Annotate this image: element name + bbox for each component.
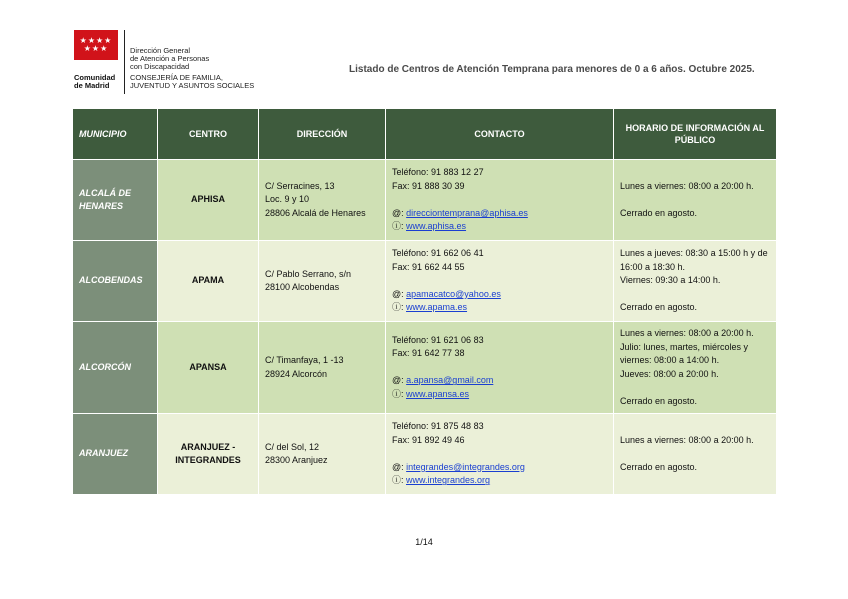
schedule-line: Jueves: 08:00 a 20:00 h.	[620, 368, 719, 379]
email-line	[392, 461, 607, 475]
horario-cell	[614, 322, 777, 414]
logo-text-line: de Madrid	[74, 81, 110, 90]
stars-icon: ★★★★ ★★★	[79, 36, 113, 53]
direccion-cell	[259, 414, 386, 495]
email-link[interactable]: direcciontemprana@aphisa.es	[406, 207, 528, 218]
email-icon: @:	[392, 461, 407, 472]
phone-text: Teléfono: 91 875 48 83	[392, 421, 484, 432]
dept-line: de Atención a Personas	[130, 54, 210, 63]
column-header-municipio: MUNICIPIO	[73, 109, 158, 160]
fax-text: Fax: 91 892 49 46	[392, 434, 465, 445]
centro-cell: APANSA	[158, 322, 259, 414]
department-name	[130, 47, 254, 90]
municipio-cell: ALCOBENDAS	[73, 241, 158, 322]
contacto-cell	[386, 160, 614, 241]
direccion-cell	[259, 241, 386, 322]
fax-text: Fax: 91 888 30 39	[392, 180, 465, 191]
document-title: Listado de Centros de Atención Temprana para menores de 0 a 6 años. Octubre 2025.	[349, 64, 755, 75]
contacto-cell	[386, 322, 614, 414]
website-link[interactable]: www.aphisa.es	[406, 221, 467, 232]
consejeria-line: JUVENTUD Y ASUNTOS SOCIALES	[130, 81, 255, 90]
address-line: 28100 Alcobendas	[265, 282, 340, 292]
comunidad-de-madrid-logo	[74, 30, 120, 94]
table-row	[73, 160, 777, 241]
schedule-line: Lunes a jueves: 08:30 a 15:00 h y de 16:00 a 18:30 h.	[620, 248, 768, 272]
info-icon: ⓘ:	[392, 475, 407, 486]
column-header-centro: CENTRO	[158, 109, 259, 160]
centers-table	[72, 108, 777, 495]
email-link[interactable]: integrandes@integrandes.org	[406, 461, 525, 472]
table-header-row	[73, 109, 777, 160]
schedule-line: Viernes: 09:30 a 14:00 h.	[620, 275, 721, 286]
email-icon: @:	[392, 375, 407, 386]
page-header	[74, 30, 778, 96]
centro-cell: APHISA	[158, 160, 259, 241]
web-line	[392, 220, 607, 234]
column-header-contacto: CONTACTO	[386, 109, 614, 160]
schedule-line: Cerrado en agosto.	[620, 461, 698, 472]
madrid-flag-icon	[74, 30, 118, 60]
municipio-cell: ARANJUEZ	[73, 414, 158, 495]
email-icon: @:	[392, 207, 407, 218]
page-number: 1/14	[415, 537, 433, 547]
phone-text: Teléfono: 91 662 06 41	[392, 248, 484, 259]
schedule-line: Lunes a viernes: 08:00 a 20:00 h.	[620, 328, 754, 338]
centro-cell: ARANJUEZ - INTEGRANDES	[158, 414, 259, 495]
contacto-cell	[386, 414, 614, 495]
spacer	[620, 288, 770, 302]
email-line	[392, 374, 607, 388]
address-line: C/ Serracines, 13	[265, 180, 335, 191]
web-line	[392, 301, 607, 315]
logo-text-line: Comunidad	[74, 73, 116, 82]
phone-text: Teléfono: 91 883 12 27	[392, 167, 484, 178]
consejeria-name	[130, 74, 254, 90]
schedule-line: Lunes a viernes: 08:00 a 20:00 h.	[620, 180, 754, 191]
column-header-direccion: DIRECCIÓN	[259, 109, 386, 160]
email-icon: @:	[392, 288, 407, 299]
info-icon: ⓘ:	[392, 388, 407, 399]
schedule-line: Cerrado en agosto.	[620, 302, 698, 313]
website-link[interactable]: www.apama.es	[406, 302, 468, 313]
address-line: C/ Pablo Serrano, s/n	[265, 268, 352, 279]
dept-line: con Discapacidad	[130, 62, 190, 71]
consejeria-line: CONSEJERÍA DE FAMILIA,	[130, 73, 223, 82]
header-divider	[124, 30, 125, 94]
table-row	[73, 322, 777, 414]
municipio-cell: ALCORCÓN	[73, 322, 158, 414]
email-link[interactable]: a.apansa@gmail.com	[406, 375, 494, 386]
schedule-line: Julio: lunes, martes, miércoles y viernes: 08:00 a 14:00 h.	[620, 341, 749, 365]
web-line	[392, 388, 607, 402]
logo-text	[74, 74, 120, 90]
horario-cell	[614, 241, 777, 322]
spacer	[392, 361, 607, 375]
table-row	[73, 241, 777, 322]
spacer	[392, 274, 607, 288]
website-link[interactable]: www.integrandes.org	[406, 475, 491, 486]
spacer	[620, 381, 770, 395]
direccion-cell	[259, 160, 386, 241]
spacer	[620, 193, 770, 207]
schedule-line: Cerrado en agosto.	[620, 207, 698, 218]
column-header-horario: HORARIO DE INFORMACIÓN AL PÚBLICO	[614, 109, 777, 160]
phone-text: Teléfono: 91 621 06 83	[392, 334, 484, 345]
email-link[interactable]: apamacatco@yahoo.es	[406, 288, 501, 299]
email-line	[392, 288, 607, 302]
schedule-line: Cerrado en agosto.	[620, 395, 698, 406]
centro-cell: APAMA	[158, 241, 259, 322]
address-line: C/ del Sol, 12	[265, 441, 320, 452]
spacer	[392, 193, 607, 207]
address-line: 28924 Alcorcón	[265, 368, 328, 379]
address-line: Loc. 9 y 10	[265, 194, 310, 205]
info-icon: ⓘ:	[392, 221, 407, 232]
email-line	[392, 207, 607, 221]
fax-text: Fax: 91 642 77 38	[392, 348, 465, 359]
spacer	[392, 447, 607, 461]
address-line: C/ Timanfaya, 1 -13	[265, 355, 344, 365]
horario-cell	[614, 414, 777, 495]
table-row	[73, 414, 777, 495]
spacer	[620, 447, 770, 461]
address-line: 28806 Alcalá de Henares	[265, 207, 366, 218]
direccion-cell	[259, 322, 386, 414]
contacto-cell	[386, 241, 614, 322]
web-line	[392, 474, 607, 488]
info-icon: ⓘ:	[392, 302, 407, 313]
horario-cell	[614, 160, 777, 241]
address-line: 28300 Aranjuez	[265, 455, 328, 465]
website-link[interactable]: www.apansa.es	[406, 388, 470, 399]
schedule-line: Lunes a viernes: 08:00 a 20:00 h.	[620, 434, 754, 445]
fax-text: Fax: 91 662 44 55	[392, 261, 465, 272]
dept-line: Dirección General	[130, 46, 191, 55]
municipio-cell: ALCALÁ DE HENARES	[73, 160, 158, 241]
